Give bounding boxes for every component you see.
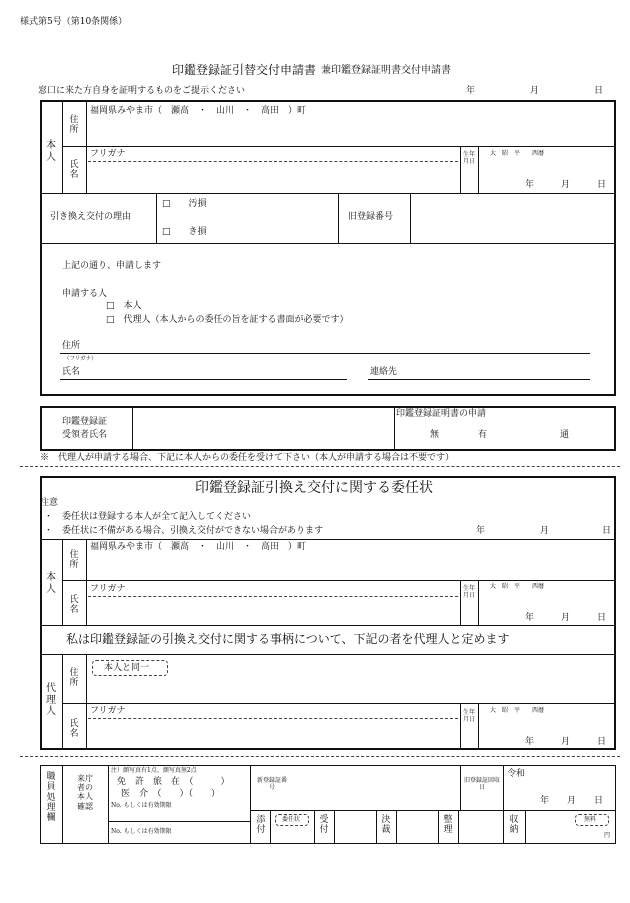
receiver-label-1: 印鑑登録証 (62, 417, 108, 427)
date-year: 年 (466, 86, 476, 96)
reason-option-damaged[interactable]: □ き損 (162, 227, 207, 237)
caution-item-1: ・ 委任状は登録する本人が全て記入してください (44, 512, 252, 522)
id-license-options[interactable]: 免 許 旅 在 （ ） (117, 777, 230, 787)
birthdate-ymd[interactable]: 年 月 日 (525, 180, 607, 190)
yen-label: 円 (604, 832, 611, 839)
delegation-date-year: 年 (476, 526, 486, 536)
id-note: 注）顔写真有1点、顔写真無2点 (111, 767, 197, 774)
agent-birthdate-label: 生年月日 (463, 709, 476, 723)
date-day: 日 (594, 86, 604, 96)
delegation-birthdate-label: 生年月日 (463, 585, 476, 599)
cert-request-label: 印鑑登録証明書の申請 (396, 409, 487, 419)
birthdate-label: 生年月日 (463, 151, 476, 165)
id-valid-1: No. もしくは有効期限 (111, 802, 172, 809)
delegation-date-month: 月 (540, 526, 550, 536)
old-reg-collect-label: 旧登録証回収日 (463, 777, 500, 791)
cert-none[interactable]: 無 (430, 430, 440, 440)
form-number: 様式第5号（第10条関係） (20, 17, 128, 27)
cert-copies: 通 (560, 430, 570, 440)
visitor-check-label: 来庁者の本人確認 (77, 774, 93, 811)
delegation-title: 印鑑登録証引換え交付に関する委任状 (195, 480, 433, 496)
page-title: 印鑑登録証引替交付申請書 (172, 63, 317, 77)
applicant-name-label: 氏名 (62, 367, 81, 377)
cert-yes[interactable]: 有 (478, 430, 488, 440)
receiver-box (40, 406, 616, 451)
furigana-label: フリガナ (90, 149, 126, 159)
agent-section-label: 代理人 (46, 683, 56, 717)
agent-address-label: 住所 (69, 668, 79, 689)
processing-label: 整理 (443, 815, 453, 836)
applicant-label: 申請する人 (62, 289, 108, 299)
applicant-contact-label: 連絡先 (370, 367, 398, 377)
agent-note: ※ 代理人が申請する場合、下記に本人からの委任を受けて下さい（本人が申請する場合は不要です） (40, 453, 455, 463)
person-section-label: 本人 (46, 140, 56, 163)
delegation-birthdate-ymd[interactable]: 年 月 日 (525, 613, 607, 623)
reason-label: 引き換え交付の理由 (50, 212, 132, 222)
proxy-label: 委任状 (282, 816, 301, 823)
reiwa-label: 令和 (507, 769, 526, 779)
agent-era-options[interactable]: 大 昭 平 西暦 (490, 707, 545, 714)
delegation-address-label: 住所 (69, 550, 79, 571)
id-valid-2: No. もしくは有効期限 (111, 828, 172, 835)
era-options[interactable]: 大 昭 平 西暦 (490, 150, 545, 157)
agent-furigana-label: フリガナ (90, 706, 126, 716)
receipt-label: 受付 (319, 815, 329, 836)
application-statement: 上記の通り、申請します (62, 261, 162, 271)
delegation-statement: 私は印鑑登録証の引換え交付に関する事柄について、下記の者を代理人と定めます (66, 632, 510, 646)
same-as-self-label: 本人と同一 (104, 663, 150, 673)
address-label: 住所 (69, 115, 79, 136)
applicant-furigana-label: （フリガナ） (64, 356, 97, 362)
collection-label: 収納 (509, 815, 519, 836)
delegation-address-value[interactable]: 福岡県みやま市（ 瀬高 ・ 山川 ・ 高田 ）町 (90, 542, 307, 552)
delegation-era-options[interactable]: 大 昭 平 西暦 (490, 583, 545, 590)
id-insurance-options[interactable]: 医 介 （ ）（ ） (121, 789, 221, 799)
applicant-option-self[interactable]: □ 本人 (106, 301, 142, 311)
application-form (40, 100, 616, 396)
name-label: 氏名 (69, 160, 79, 181)
approval-label: 決裁 (381, 815, 391, 836)
agent-name-label: 氏名 (69, 719, 79, 740)
delegation-date-day: 日 (602, 526, 612, 536)
delegation-person-label: 本人 (46, 572, 56, 595)
reason-option-soiled[interactable]: □ 汚損 (162, 199, 207, 209)
id-prompt: 窓口に来た方自身を証明するものをご提示ください (38, 86, 246, 96)
free-label: 無料 (584, 816, 597, 823)
applicant-option-agent[interactable]: □ 代理人（本人からの委任の旨を証する書面が必要です） (106, 315, 349, 325)
agent-birthdate-ymd[interactable]: 年 月 日 (525, 737, 607, 747)
delegation-furigana-label: フリガナ (90, 584, 126, 594)
delegation-name-label: 氏名 (69, 595, 79, 616)
page-subtitle: 兼印鑑登録証明書交付申請書 (321, 65, 451, 76)
collect-date-ymd[interactable]: 年 月 日 (540, 796, 604, 806)
applicant-address-label: 住所 (62, 341, 81, 351)
office-label: 職員処理欄 (46, 772, 56, 824)
receiver-label-2: 受領者氏名 (62, 430, 108, 440)
caution-label: 注意 (40, 498, 59, 508)
date-month: 月 (530, 86, 540, 96)
caution-item-2: ・ 委任状に不備がある場合、引換え交付ができない場合があります (44, 526, 324, 536)
attach-label: 添付 (256, 815, 266, 836)
address-value[interactable]: 福岡県みやま市（ 瀬高 ・ 山川 ・ 高田 ）町 (90, 106, 307, 116)
old-number-label: 旧登録番号 (348, 212, 394, 222)
new-reg-number-label: 新登録証番 号 (256, 777, 294, 791)
